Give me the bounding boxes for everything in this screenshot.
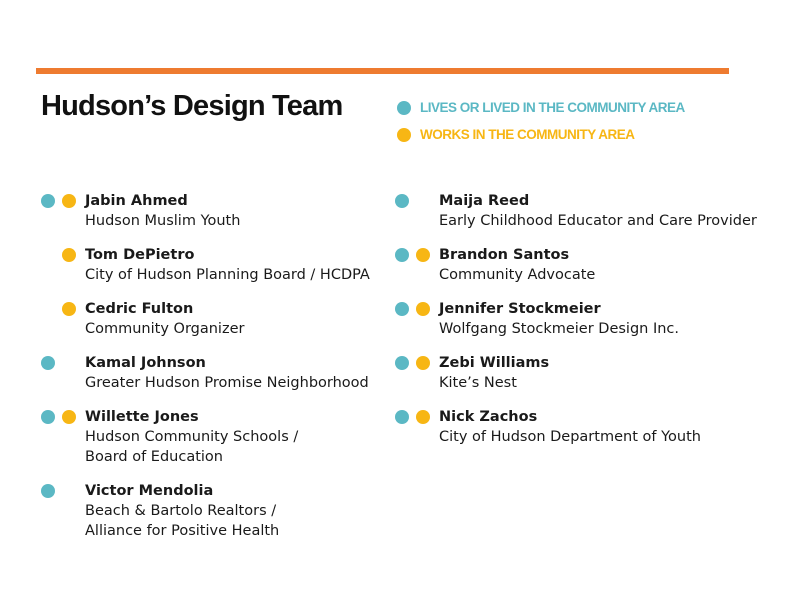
team-member: [394, 191, 757, 231]
member-organization: Kite’s Nest: [439, 375, 517, 391]
member-affiliation-dots: [40, 302, 80, 316]
team-member: [40, 481, 370, 541]
yellow-dot-icon: [62, 410, 76, 424]
team-list-right: [394, 191, 757, 461]
team-member: [40, 245, 370, 285]
yellow-dot-icon: [62, 302, 76, 316]
member-name: Jennifer Stockmeier: [439, 301, 601, 317]
member-organization: Early Childhood Educator and Care Provider: [439, 213, 757, 229]
member-organization: Greater Hudson Promise Neighborhood: [85, 375, 369, 391]
member-name: Victor Mendolia: [85, 483, 214, 499]
team-member: [394, 407, 757, 447]
member-affiliation-dots: [394, 302, 434, 316]
yellow-dot-icon: [416, 302, 430, 316]
member-organization: Hudson Muslim Youth: [85, 213, 241, 229]
yellow-dot-icon: [416, 248, 430, 262]
member-affiliation-dots: [394, 194, 434, 208]
member-name: Kamal Johnson: [85, 355, 206, 371]
member-organization: City of Hudson Planning Board / HCDPA: [85, 267, 370, 283]
page-title: Hudson’s Design Team: [41, 90, 343, 122]
member-organization: Community Organizer: [85, 321, 245, 337]
teal-dot-icon: [395, 194, 409, 208]
member-name: Willette Jones: [85, 409, 199, 425]
legend-label-works: WORKS IN THE COMMUNITY AREA: [420, 127, 635, 142]
yellow-dot-icon: [397, 128, 411, 142]
legend-label-lives: LIVES OR LIVED IN THE COMMUNITY AREA: [420, 100, 685, 115]
member-organization: Board of Education: [85, 449, 223, 465]
teal-dot-icon: [395, 356, 409, 370]
member-organization: Wolfgang Stockmeier Design Inc.: [439, 321, 680, 337]
team-member: [394, 299, 757, 339]
yellow-dot-icon: [62, 248, 76, 262]
team-list-left: [40, 191, 370, 555]
teal-dot-icon: [41, 410, 55, 424]
teal-dot-icon: [395, 410, 409, 424]
yellow-dot-icon: [416, 356, 430, 370]
member-organization: Hudson Community Schools /: [85, 429, 299, 445]
member-affiliation-dots: [40, 248, 80, 262]
yellow-dot-icon: [62, 194, 76, 208]
teal-dot-icon: [41, 484, 55, 498]
legend-item-works: [397, 121, 685, 148]
member-organization: Community Advocate: [439, 267, 596, 283]
member-affiliation-dots: [40, 484, 80, 498]
team-member: [394, 245, 757, 285]
legend: [397, 94, 685, 148]
member-name: Brandon Santos: [439, 247, 570, 263]
yellow-dot-icon: [416, 410, 430, 424]
teal-dot-icon: [397, 101, 411, 115]
member-affiliation-dots: [394, 410, 434, 424]
legend-item-lives: [397, 94, 685, 121]
team-member: [40, 299, 370, 339]
member-affiliation-dots: [40, 194, 80, 208]
member-affiliation-dots: [394, 248, 434, 262]
member-name: Jabin Ahmed: [85, 193, 188, 209]
team-member: [394, 353, 757, 393]
member-affiliation-dots: [394, 356, 434, 370]
member-organization: City of Hudson Department of Youth: [439, 429, 701, 445]
member-name: Tom DePietro: [85, 247, 195, 263]
member-affiliation-dots: [40, 410, 80, 424]
team-member: [40, 191, 370, 231]
team-member: [40, 353, 370, 393]
teal-dot-icon: [395, 302, 409, 316]
member-name: Cedric Fulton: [85, 301, 194, 317]
accent-bar: [36, 68, 729, 74]
member-name: Maija Reed: [439, 193, 530, 209]
member-name: Zebi Williams: [439, 355, 550, 371]
member-name: Nick Zachos: [439, 409, 538, 425]
teal-dot-icon: [41, 194, 55, 208]
member-organization: Alliance for Positive Health: [85, 523, 280, 539]
member-organization: Beach & Bartolo Realtors /: [85, 503, 277, 519]
teal-dot-icon: [395, 248, 409, 262]
teal-dot-icon: [41, 356, 55, 370]
team-member: [40, 407, 370, 467]
member-affiliation-dots: [40, 356, 80, 370]
